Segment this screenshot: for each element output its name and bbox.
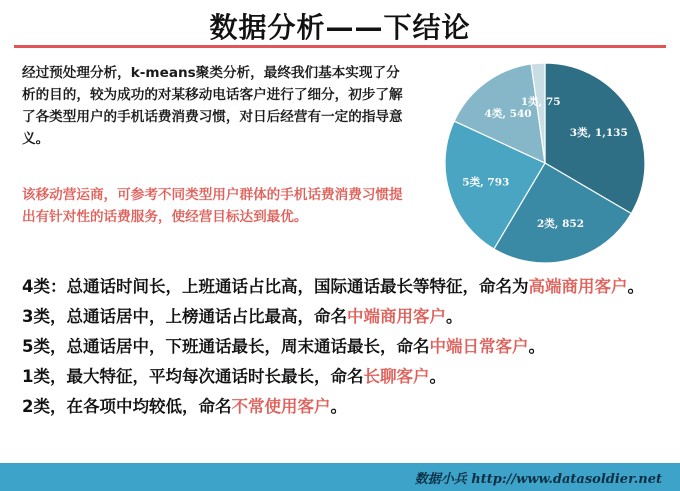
title-divider [14, 45, 666, 48]
conclusion-item-5: 5类，总通话居中，下班通话最长，周末通话最长，命名中端日常客户。 [22, 337, 545, 356]
advice-paragraph: 该移动营运商，可参考不同类型用户群体的手机话费消费习惯提出有针对性的话费服务，使经营目标达到最优。 [22, 187, 403, 225]
page-title: 数据分析——下结论 [209, 11, 471, 44]
footer-bar [0, 463, 680, 491]
pie-slice-label: 1类, 75 [520, 96, 561, 109]
footer-credit: 数据小兵 http://www.datasoldier.net [414, 472, 662, 487]
cluster-pie-chart [440, 58, 650, 268]
conclusion-list [22, 272, 662, 422]
conclusion-item-4: 4类：总通话时间长，上班通话占比高，国际通话最长等特征，命名为高端商用客户。 [22, 277, 644, 296]
conclusion-item-3: 3类，总通话居中，上榜通话占比最高，命名中端商用客户。 [22, 307, 463, 326]
pie-slice-label: 2类, 852 [536, 218, 585, 231]
pie-slice-label: 4类, 540 [484, 108, 532, 121]
pie-slice-label: 5类, 793 [462, 176, 510, 189]
pie-slice-label: 3类, 1,135 [569, 127, 628, 140]
conclusion-item-2: 2类，在各项中均较低，命名不常使用客户。 [22, 397, 347, 416]
intro-paragraph: 经过预处理分析，k-means聚类分析，最终我们基本实现了分析的目的，较为成功的对某移动电话客户进行了细分，初步了解了各类型用户的手机话费消费习惯，对日后经营有一定的指导意义。 [22, 65, 403, 147]
conclusion-item-1: 1类，最大特征，平均每次通话时长最长，命名长聊客户。 [22, 367, 446, 386]
